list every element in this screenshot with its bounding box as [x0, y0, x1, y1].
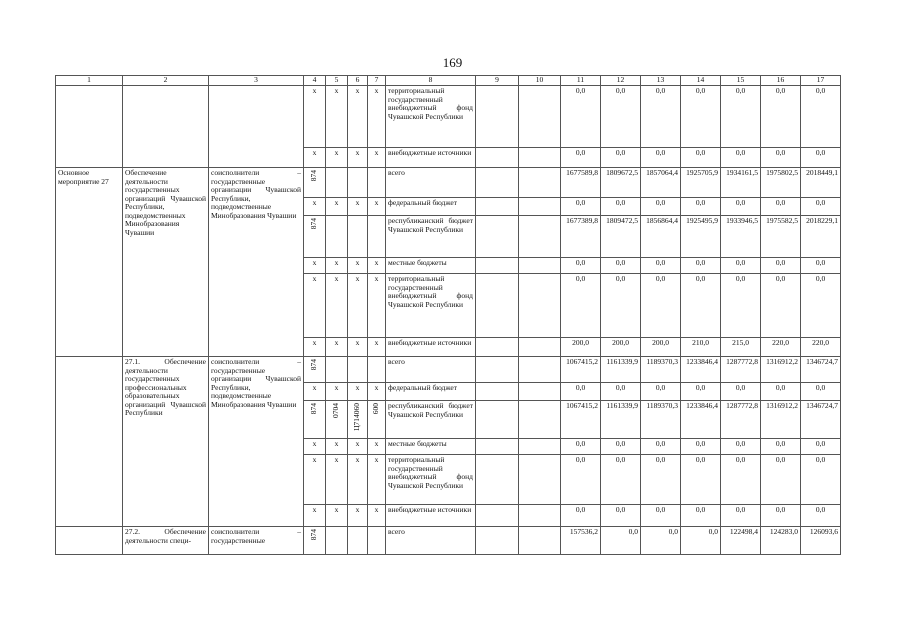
value-cell: 200,0	[601, 338, 641, 357]
grbs-code: 874	[304, 216, 326, 258]
empty-cell	[519, 338, 561, 357]
value-cell: 0,0	[761, 198, 801, 216]
value-cell: 1925495,9	[681, 216, 721, 258]
grbs-code: 874	[304, 168, 326, 198]
header-cell: 6	[348, 76, 368, 86]
value-cell: 0,0	[641, 383, 681, 401]
source-cell: местные бюджеты	[386, 439, 476, 455]
value-cell: 0,0	[641, 198, 681, 216]
value-cell: 1346724,7	[801, 401, 841, 439]
empty-cell	[519, 357, 561, 383]
value-cell: 1287772,8	[721, 357, 761, 383]
value-cell: 0,0	[761, 505, 801, 527]
empty-cell	[368, 216, 386, 258]
source-cell: федеральный бюджет	[386, 198, 476, 216]
empty-cell	[476, 439, 519, 455]
value-cell: 0,0	[601, 455, 641, 505]
empty-cell	[519, 148, 561, 168]
marker-cell: x	[368, 505, 386, 527]
grbs-code: 874	[304, 527, 326, 555]
value-cell: 200,0	[641, 338, 681, 357]
marker-cell: x	[326, 439, 348, 455]
value-cell: 0,0	[601, 258, 641, 274]
empty-cell	[56, 357, 123, 527]
empty-cell	[348, 357, 368, 383]
table-row	[56, 527, 841, 555]
value-cell: 215,0	[721, 338, 761, 357]
source-cell: всего	[386, 527, 476, 555]
value-cell: 0,0	[601, 198, 641, 216]
empty-cell	[348, 527, 368, 555]
value-cell: 0,0	[641, 258, 681, 274]
marker-cell: x	[348, 338, 368, 357]
empty-cell	[368, 527, 386, 555]
value-cell: 0,0	[721, 86, 761, 148]
empty-cell	[476, 258, 519, 274]
empty-cell	[326, 357, 348, 383]
source-cell: территориальный государственный внебюджетный фонд Чувашской Республики	[386, 86, 476, 148]
marker-cell: x	[326, 86, 348, 148]
value-cell: 0,0	[641, 505, 681, 527]
value-cell: 0,0	[721, 505, 761, 527]
header-cell: 14	[681, 76, 721, 86]
grbs-code: 874	[304, 401, 326, 439]
value-cell: 0,0	[641, 527, 681, 555]
source-cell: всего	[386, 168, 476, 198]
empty-cell	[368, 357, 386, 383]
marker-cell: x	[304, 505, 326, 527]
value-cell: 0,0	[761, 148, 801, 168]
empty-cell	[476, 274, 519, 338]
value-cell: 0,0	[561, 455, 601, 505]
value-cell: 0,0	[761, 383, 801, 401]
empty-cell	[476, 455, 519, 505]
value-cell: 1925705,9	[681, 168, 721, 198]
value-cell: 0,0	[561, 86, 601, 148]
value-cell: 0,0	[801, 455, 841, 505]
empty-cell	[476, 357, 519, 383]
measure-title: Обеспечение деятельности государственных организаций Чувашской Республики, подведомственных Минобразования Чувашии	[123, 168, 209, 357]
table-row	[56, 168, 841, 198]
source-cell: местные бюджеты	[386, 258, 476, 274]
header-cell: 12	[601, 76, 641, 86]
empty-cell	[519, 258, 561, 274]
marker-cell: x	[304, 258, 326, 274]
empty-cell	[476, 527, 519, 555]
value-cell: 0,0	[681, 198, 721, 216]
csr-code: Ц714060	[348, 401, 368, 439]
value-cell: 0,0	[601, 86, 641, 148]
value-cell: 0,0	[561, 383, 601, 401]
value-cell: 0,0	[801, 148, 841, 168]
marker-cell: x	[368, 258, 386, 274]
vr-code: 600	[368, 401, 386, 439]
value-cell: 1161339,9	[601, 357, 641, 383]
value-cell: 0,0	[681, 439, 721, 455]
header-cell: 2	[123, 76, 209, 86]
value-cell: 0,0	[561, 148, 601, 168]
source-cell: республиканский бюджет Чувашской Республики	[386, 216, 476, 258]
value-cell: 0,0	[761, 455, 801, 505]
marker-cell: x	[304, 86, 326, 148]
marker-cell: x	[326, 198, 348, 216]
marker-cell: x	[348, 258, 368, 274]
value-cell: 1809672,5	[601, 168, 641, 198]
header-row	[56, 76, 841, 86]
value-cell: 0,0	[561, 198, 601, 216]
value-cell: 0,0	[681, 86, 721, 148]
value-cell: 0,0	[721, 274, 761, 338]
marker-cell: x	[326, 455, 348, 505]
value-cell: 0,0	[801, 274, 841, 338]
measure-title: 27.1. Обеспечение деятельности государственных профессиональных образовательных организаций Чувашской Республики	[123, 357, 209, 527]
header-cell: 16	[761, 76, 801, 86]
value-cell: 1189370,3	[641, 357, 681, 383]
source-cell: федеральный бюджет	[386, 383, 476, 401]
marker-cell: x	[326, 383, 348, 401]
marker-cell: x	[304, 439, 326, 455]
measure-title: 27.2. Обеспечение деятельности специ-	[123, 527, 209, 555]
value-cell: 0,0	[641, 86, 681, 148]
value-cell: 0,0	[801, 198, 841, 216]
marker-cell: x	[348, 86, 368, 148]
marker-cell: x	[348, 455, 368, 505]
value-cell: 1809472,5	[601, 216, 641, 258]
marker-cell: x	[368, 455, 386, 505]
empty-cell	[326, 216, 348, 258]
table-row	[56, 86, 841, 148]
value-cell: 0,0	[681, 383, 721, 401]
value-cell: 210,0	[681, 338, 721, 357]
marker-cell: x	[368, 148, 386, 168]
value-cell: 0,0	[721, 455, 761, 505]
empty-cell	[56, 527, 123, 555]
empty-cell	[519, 527, 561, 555]
marker-cell: x	[348, 148, 368, 168]
empty-cell	[519, 86, 561, 148]
value-cell: 1067415,2	[561, 357, 601, 383]
empty-cell	[476, 168, 519, 198]
value-cell: 0,0	[681, 274, 721, 338]
source-cell: всего	[386, 357, 476, 383]
empty-cell	[476, 383, 519, 401]
empty-cell	[519, 439, 561, 455]
table-row	[56, 357, 841, 383]
marker-cell: x	[348, 439, 368, 455]
value-cell: 0,0	[601, 439, 641, 455]
value-cell: 0,0	[681, 148, 721, 168]
value-cell: 1856864,4	[641, 216, 681, 258]
value-cell: 1316912,2	[761, 357, 801, 383]
value-cell: 0,0	[721, 148, 761, 168]
value-cell: 1857064,4	[641, 168, 681, 198]
marker-cell: x	[368, 274, 386, 338]
marker-cell: x	[348, 198, 368, 216]
value-cell: 0,0	[761, 274, 801, 338]
value-cell: 0,0	[801, 383, 841, 401]
marker-cell: x	[368, 86, 386, 148]
marker-cell: x	[368, 439, 386, 455]
value-cell: 1316912,2	[761, 401, 801, 439]
value-cell: 200,0	[561, 338, 601, 357]
value-cell: 0,0	[601, 505, 641, 527]
header-cell: 15	[721, 76, 761, 86]
empty-cell	[519, 216, 561, 258]
value-cell: 0,0	[601, 527, 641, 555]
marker-cell: x	[348, 383, 368, 401]
source-cell: внебюджетные источники	[386, 505, 476, 527]
header-cell: 3	[209, 76, 304, 86]
empty-cell	[519, 455, 561, 505]
value-cell: 0,0	[561, 439, 601, 455]
value-cell: 1975582,5	[761, 216, 801, 258]
header-cell: 11	[561, 76, 601, 86]
marker-cell: x	[326, 148, 348, 168]
value-cell: 124283,0	[761, 527, 801, 555]
value-cell: 0,0	[721, 383, 761, 401]
marker-cell: x	[348, 505, 368, 527]
value-cell: 0,0	[721, 198, 761, 216]
header-cell: 8	[386, 76, 476, 86]
measure-executor: соисполнители – государственные организации Чувашской Республики, подведомственные Минобразования Чувашии	[209, 168, 304, 357]
header-cell: 9	[476, 76, 519, 86]
value-cell: 0,0	[641, 455, 681, 505]
empty-cell	[368, 168, 386, 198]
value-cell: 220,0	[761, 338, 801, 357]
source-cell: республиканский бюджет Чувашской Республики	[386, 401, 476, 439]
empty-cell	[348, 216, 368, 258]
value-cell: 0,0	[641, 148, 681, 168]
value-cell: 2018449,1	[801, 168, 841, 198]
empty-cell	[519, 168, 561, 198]
value-cell: 0,0	[681, 455, 721, 505]
value-cell: 220,0	[801, 338, 841, 357]
value-cell: 1233846,4	[681, 357, 721, 383]
value-cell: 1975802,5	[761, 168, 801, 198]
value-cell: 0,0	[601, 383, 641, 401]
source-cell: территориальный государственный внебюджетный фонд Чувашской Республики	[386, 455, 476, 505]
page-number: 169	[442, 55, 463, 70]
marker-cell: x	[304, 383, 326, 401]
empty-cell	[476, 198, 519, 216]
empty-cell	[326, 527, 348, 555]
value-cell: 1933946,5	[721, 216, 761, 258]
measure-executor: соисполнители – государственные организации Чувашской Республики, подведомственные Минобразования Чувашии	[209, 357, 304, 527]
marker-cell: x	[304, 274, 326, 338]
header-cell: 10	[519, 76, 561, 86]
value-cell: 1934161,5	[721, 168, 761, 198]
marker-cell: x	[326, 274, 348, 338]
value-cell: 0,0	[721, 258, 761, 274]
empty-cell	[476, 216, 519, 258]
marker-cell: x	[304, 455, 326, 505]
value-cell: 0,0	[801, 505, 841, 527]
header-cell: 13	[641, 76, 681, 86]
empty-cell	[56, 86, 123, 168]
source-cell: территориальный государственный внебюджетный фонд Чувашской Республики	[386, 274, 476, 338]
value-cell: 0,0	[761, 439, 801, 455]
empty-cell	[123, 86, 209, 168]
header-cell: 5	[326, 76, 348, 86]
source-cell: внебюджетные источники	[386, 148, 476, 168]
empty-cell	[519, 198, 561, 216]
value-cell: 0,0	[721, 439, 761, 455]
value-cell: 0,0	[601, 274, 641, 338]
rz-code: 0704	[326, 401, 348, 439]
marker-cell: x	[304, 198, 326, 216]
value-cell: 122498,4	[721, 527, 761, 555]
value-cell: 0,0	[561, 274, 601, 338]
header-cell: 4	[304, 76, 326, 86]
value-cell: 0,0	[681, 505, 721, 527]
marker-cell: x	[304, 338, 326, 357]
value-cell: 0,0	[801, 258, 841, 274]
value-cell: 0,0	[761, 86, 801, 148]
empty-cell	[476, 148, 519, 168]
marker-cell: x	[348, 274, 368, 338]
empty-cell	[476, 505, 519, 527]
marker-cell: x	[304, 148, 326, 168]
empty-cell	[476, 401, 519, 439]
program-funding-table	[55, 75, 841, 555]
empty-cell	[476, 86, 519, 148]
header-cell: 1	[56, 76, 123, 86]
marker-cell: x	[368, 338, 386, 357]
value-cell: 1233846,4	[681, 401, 721, 439]
value-cell: 126093,6	[801, 527, 841, 555]
value-cell: 1067415,2	[561, 401, 601, 439]
marker-cell: x	[326, 505, 348, 527]
value-cell: 0,0	[561, 505, 601, 527]
value-cell: 0,0	[761, 258, 801, 274]
empty-cell	[519, 274, 561, 338]
value-cell: 1677589,8	[561, 168, 601, 198]
empty-cell	[519, 383, 561, 401]
measure-executor: соисполнители – государственные	[209, 527, 304, 555]
value-cell: 0,0	[641, 439, 681, 455]
value-cell: 2018229,1	[801, 216, 841, 258]
measure-name: Основное мероприятие 27	[56, 168, 123, 357]
value-cell: 0,0	[801, 439, 841, 455]
empty-cell	[326, 168, 348, 198]
grbs-code: 874	[304, 357, 326, 383]
header-cell: 17	[801, 76, 841, 86]
value-cell: 0,0	[601, 148, 641, 168]
empty-cell	[209, 86, 304, 168]
value-cell: 1677389,8	[561, 216, 601, 258]
value-cell: 0,0	[801, 86, 841, 148]
marker-cell: x	[368, 198, 386, 216]
marker-cell: x	[368, 383, 386, 401]
marker-cell: x	[326, 338, 348, 357]
value-cell: 0,0	[681, 527, 721, 555]
empty-cell	[348, 168, 368, 198]
value-cell: 1161339,9	[601, 401, 641, 439]
value-cell: 1287772,8	[721, 401, 761, 439]
value-cell: 157536,2	[561, 527, 601, 555]
value-cell: 1189370,3	[641, 401, 681, 439]
source-cell: внебюджетные источники	[386, 338, 476, 357]
value-cell: 1346724,7	[801, 357, 841, 383]
empty-cell	[519, 505, 561, 527]
value-cell: 0,0	[641, 274, 681, 338]
value-cell: 0,0	[561, 258, 601, 274]
marker-cell: x	[326, 258, 348, 274]
empty-cell	[476, 338, 519, 357]
empty-cell	[519, 401, 561, 439]
value-cell: 0,0	[681, 258, 721, 274]
header-cell: 7	[368, 76, 386, 86]
